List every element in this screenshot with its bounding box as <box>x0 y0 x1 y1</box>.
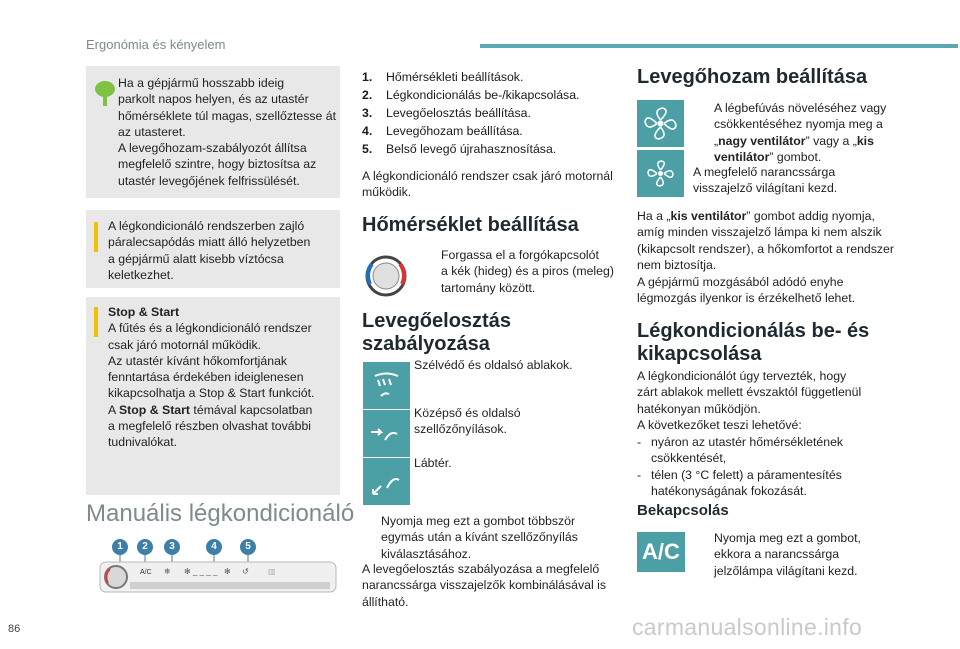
callout-2: 2 <box>137 539 153 555</box>
note-eco-line: Ha a gépjármű hosszabb ideig <box>118 76 285 90</box>
note-stop-start-line: kikapcsolhatja a Stop & Start funkciót. <box>108 386 315 401</box>
manual-ac-title: Manuális légkondicionáló <box>86 500 355 527</box>
note-eco-line: A levegőhozam-szabályozót állítsa <box>118 141 307 156</box>
note-stop-start-line: fenntartása érdekében ideiglenesen <box>108 370 304 385</box>
info-bar-icon <box>94 307 98 337</box>
callout-4: 4 <box>206 539 222 555</box>
note-stop-start-line: A fűtés és a légkondicionáló rendszer <box>108 321 312 336</box>
engine-note: A légkondicionáló rendszer csak járó motornál működik. <box>362 169 613 200</box>
note-eco-line: az utasteret. <box>118 124 186 139</box>
panel-ac-label: A/C <box>140 569 152 576</box>
header-title: Ergonómia és kényelem <box>86 37 226 52</box>
svg-text:↺: ↺ <box>242 567 249 576</box>
distribution-heading: Levegőelosztás szabályozása <box>362 310 511 355</box>
note-stop-start-line: A Stop & Start témával kapcsolatban <box>108 402 313 417</box>
page-number: 86 <box>8 623 21 635</box>
note-eco-line: megfelelő szintre, hogy biztosítsa az <box>118 157 317 172</box>
ac-control-panel <box>96 536 340 598</box>
face-vent-icon <box>363 410 410 457</box>
note-stop-start-title: Stop & Start <box>108 305 180 319</box>
distribution-combo-text: A levegőelosztás szabályozása a megfelelő narancssárga visszajelzők kombinálásával is állítható. <box>362 562 606 609</box>
eco-leaf-icon <box>94 80 116 108</box>
note-eco <box>86 66 340 198</box>
note-condensation <box>86 210 340 288</box>
svg-text:✻ _ _ _ _: ✻ _ _ _ _ <box>184 567 218 576</box>
note-stop-start-line: csak járó motornál működik. <box>108 337 262 352</box>
svg-text:▥: ▥ <box>268 567 276 576</box>
callout-1: 1 <box>112 539 128 555</box>
info-bar-icon <box>94 222 98 252</box>
watermark: carmanualsonline.info <box>632 614 863 640</box>
fan-high-icon <box>637 100 684 147</box>
note-stop-start <box>86 297 340 495</box>
distribution-item-windscreen: Szélvédő és oldalsó ablakok. <box>414 358 573 372</box>
on-instructions: Nyomja meg ezt a gombot, ekkora a narancssárga jelzőlámpa világítani kezd. <box>714 531 861 578</box>
temp-instructions: Forgassa el a forgókapcsolót a kék (hideg) és a piros (meleg) tartomány között. <box>441 248 614 295</box>
note-condensation-line: A légkondicionáló rendszerben zajló <box>108 219 305 233</box>
distribution-press-text: Nyomja meg ezt a gombot többször egymás után a kívánt szellőzőnyílás kiválasztásához. <box>381 514 578 561</box>
airflow-instructions: A légbefúvás növeléséhez vagy csökkentéséhez nyomja meg a „nagy ventilátor” vagy a „kis ventilátor” gombot. <box>714 101 887 165</box>
note-condensation-line: páralecsapódás miatt álló helyzetben <box>108 235 311 250</box>
note-condensation-line: a gépjármű alatt kisebb víztócsa <box>108 251 284 266</box>
note-eco-line: utastér levegőjének felfrissülését. <box>118 173 300 188</box>
ac-dash-list: - nyáron az utastér hőmérsékletének csökkentését, - télen (3 °C felett) a páramentesítés hatékonyságának fokozását. <box>637 435 844 499</box>
distribution-item-face: Középső és oldalsó szellőzőnyílások. <box>414 406 521 437</box>
ac-description: A légkondicionálót úgy tervezték, hogy zárt ablakok mellett évszaktól függetlenül hatékonyan működjön. A következőket teszi lehetővé: <box>637 369 862 433</box>
note-stop-start-line: tudnivalókat. <box>108 435 178 450</box>
ac-button-icon: A/C <box>637 532 685 572</box>
fan-low-icon <box>637 150 684 197</box>
header-rule <box>480 44 958 48</box>
callout-5: 5 <box>240 539 256 555</box>
temp-heading: Hőmérséklet beállítása <box>362 214 579 236</box>
footwell-vent-icon <box>363 458 410 505</box>
airflow-heading: Levegőhozam beállítása <box>637 66 868 88</box>
on-heading: Bekapcsolás <box>637 502 729 519</box>
note-stop-start-line: Az utastér kívánt hőkomfortjának <box>108 353 288 368</box>
svg-text:✻: ✻ <box>224 567 231 576</box>
airflow-indicator-text: A megfelelő narancssárga visszajelző világítani kezd. <box>693 165 838 196</box>
distribution-item-foot: Lábtér. <box>414 456 452 470</box>
temp-dial-icon <box>364 254 408 303</box>
windscreen-vent-icon <box>363 362 410 409</box>
ac-heading: Légkondicionálás be- és kikapcsolása <box>637 320 870 365</box>
airflow-off-paragraph: Ha a „kis ventilátor” gombot addig nyomja, amíg minden visszajelző lámpa ki nem alszik (kikapcsolt rendszer), a hőkomfortot a rendszer nem biztosítja. A gépjármű mozgásából adódó enyhe légmozgás ilyenkor is érzékelhető lehet. <box>637 209 894 306</box>
callout-3: 3 <box>164 539 180 555</box>
note-eco-line: hőmérséklete túl magas, szellőztesse át <box>118 108 337 123</box>
note-condensation-line: keletkezhet. <box>108 267 174 282</box>
svg-text:❄: ❄ <box>164 567 171 576</box>
note-eco-line: parkolt napos helyen, és az utastér <box>118 92 309 107</box>
note-stop-start-line: a megfelelő részben olvashat további <box>108 419 312 434</box>
